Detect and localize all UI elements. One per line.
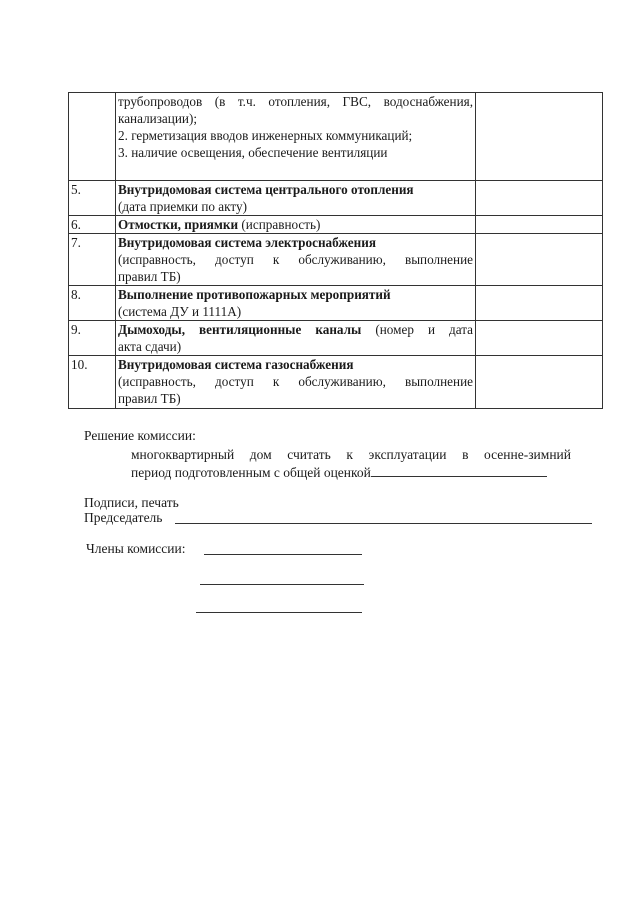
decision-line-2: период подготовленным с общей оценкой bbox=[131, 465, 371, 480]
row-title: Выполнение противопожарных мероприятий bbox=[118, 287, 391, 302]
row-detail: (исправность, доступ к обслуживанию, выполнение bbox=[118, 374, 473, 389]
row-detail: правил ТБ) bbox=[118, 269, 181, 284]
row-detail: правил ТБ) bbox=[118, 391, 181, 406]
row-value-cell[interactable] bbox=[476, 234, 603, 286]
row-detail: (исправность, доступ к обслуживанию, выполнение bbox=[118, 252, 473, 267]
row-detail: (исправность) bbox=[238, 217, 321, 232]
row-description bbox=[116, 93, 476, 181]
table-row bbox=[69, 321, 603, 356]
row-value-cell[interactable] bbox=[476, 181, 603, 216]
table-row bbox=[69, 181, 603, 216]
table-row bbox=[69, 286, 603, 321]
member-signature-line-3[interactable] bbox=[196, 612, 362, 613]
decision-heading: Решение комиссии: bbox=[84, 428, 196, 443]
row-title: Внутридомовая система центрального отопления bbox=[118, 182, 414, 197]
row-description bbox=[116, 234, 476, 286]
row-description bbox=[116, 356, 476, 409]
row-value-cell[interactable] bbox=[476, 321, 603, 356]
row-number: 8. bbox=[69, 286, 116, 321]
table-row bbox=[69, 216, 603, 234]
row-detail: 2. герметизация вводов инженерных коммуникаций; bbox=[118, 128, 413, 143]
row-value-cell[interactable] bbox=[476, 356, 603, 409]
row-number: 6. bbox=[69, 216, 116, 234]
row-detail: (система ДУ и 1111А) bbox=[118, 304, 242, 319]
row-title: Внутридомовая система электроснабжения bbox=[118, 235, 376, 250]
row-title: Внутридомовая система газоснабжения bbox=[118, 357, 354, 372]
row-title-line bbox=[118, 321, 473, 338]
table-row bbox=[69, 234, 603, 286]
row-number: 9. bbox=[69, 321, 116, 356]
member-signature-line-1[interactable] bbox=[204, 554, 362, 555]
decision-text bbox=[131, 446, 571, 482]
row-title-line bbox=[118, 216, 473, 233]
row-detail: канализации); bbox=[118, 111, 198, 126]
decision-line-1: многоквартирный дом считать к эксплуатации в осенне-зимний bbox=[131, 447, 571, 462]
row-value-cell[interactable] bbox=[476, 93, 603, 181]
members-label: Члены комиссии: bbox=[86, 541, 186, 556]
row-value-cell[interactable] bbox=[476, 286, 603, 321]
row-description bbox=[116, 216, 476, 234]
chairman-signature-line[interactable] bbox=[175, 523, 592, 524]
row-number: 5. bbox=[69, 181, 116, 216]
row-title: Дымоходы, вентиляционные каналы bbox=[118, 322, 362, 337]
row-description bbox=[116, 286, 476, 321]
row-number: 10. bbox=[69, 356, 116, 409]
signatures-heading: Подписи, печать bbox=[84, 495, 179, 510]
row-description bbox=[116, 321, 476, 356]
row-detail: акта сдачи) bbox=[118, 339, 182, 354]
chairman-label: Председатель bbox=[84, 510, 163, 525]
row-description bbox=[116, 181, 476, 216]
table-row bbox=[69, 93, 603, 181]
row-detail: 3. наличие освещения, обеспечение вентиляции bbox=[118, 145, 388, 160]
row-number bbox=[69, 93, 116, 181]
rating-blank-line[interactable] bbox=[371, 464, 547, 477]
inspection-table bbox=[68, 92, 603, 409]
row-number: 7. bbox=[69, 234, 116, 286]
row-detail: (дата приемки по акту) bbox=[118, 199, 247, 214]
row-value-cell[interactable] bbox=[476, 216, 603, 234]
member-signature-line-2[interactable] bbox=[200, 584, 364, 585]
table-row bbox=[69, 356, 603, 409]
row-title: Отмостки, приямки bbox=[118, 217, 239, 232]
row-detail: (номер и дата bbox=[361, 322, 474, 337]
row-detail: трубопроводов (в т.ч. отопления, ГВС, водоснабжения, bbox=[118, 94, 473, 109]
